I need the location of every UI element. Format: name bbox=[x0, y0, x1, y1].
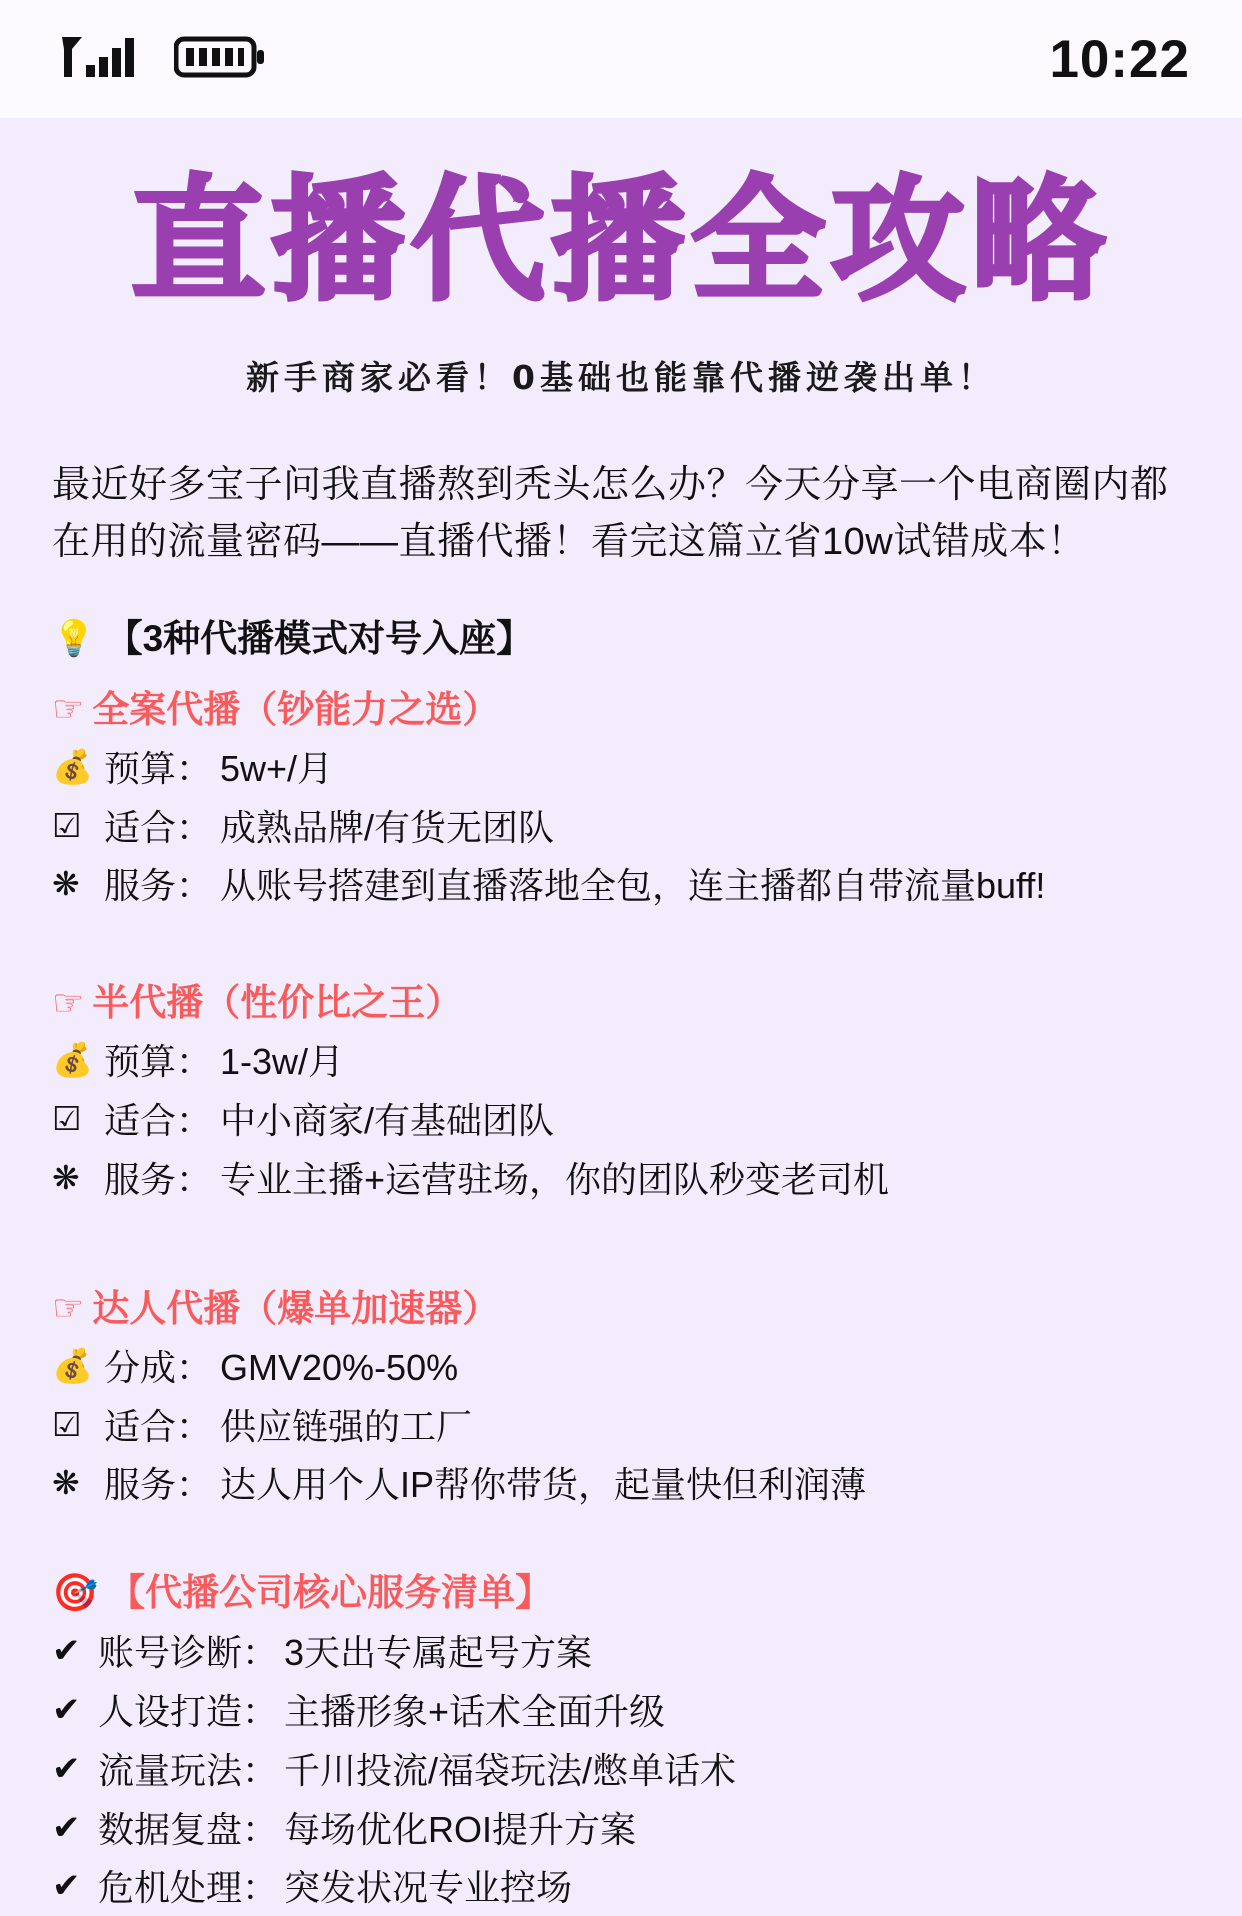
mode-row-share bbox=[52, 1341, 1190, 1396]
service-item bbox=[52, 1625, 1190, 1681]
pointing-hand-icon: ☞ bbox=[52, 1287, 85, 1329]
service-label: 数据复盘： bbox=[98, 1808, 279, 1850]
service-label: 账号诊断： bbox=[98, 1632, 279, 1674]
mode-title-label: 全案代播（钞能力之选） bbox=[92, 688, 500, 730]
row-value: 5w+/月 bbox=[220, 747, 334, 789]
money-bag-icon: 💰 bbox=[52, 1041, 94, 1079]
row-value: 1-3w/月 bbox=[220, 1041, 345, 1083]
mode-row-fit bbox=[52, 1094, 1190, 1149]
mode-title-label: 达人代播（爆单加速器） bbox=[92, 1287, 500, 1329]
status-bar bbox=[0, 0, 1242, 118]
check-box-icon: ☑ bbox=[52, 1405, 82, 1443]
signal-bars-icon bbox=[60, 31, 140, 88]
row-value: 达人用个人IP帮你带货，起量快但利润薄 bbox=[220, 1464, 867, 1506]
check-box-icon: ☑ bbox=[52, 1100, 82, 1138]
battery-full-icon bbox=[174, 34, 266, 85]
service-value: 千川投流/福袋玩法/憋单话术 bbox=[284, 1749, 737, 1791]
modes-heading bbox=[52, 611, 1190, 667]
check-icon: ✔ bbox=[52, 1808, 81, 1847]
pointing-hand-icon: ☞ bbox=[52, 688, 85, 730]
row-value: GMV20%-50% bbox=[220, 1346, 459, 1388]
check-icon: ✔ bbox=[52, 1632, 81, 1671]
row-label: 适合： bbox=[104, 1100, 213, 1142]
service-value: 突发状况专业控场 bbox=[284, 1867, 573, 1909]
row-value: 成熟品牌/有货无团队 bbox=[220, 806, 555, 848]
row-label: 适合： bbox=[104, 806, 213, 848]
status-bar-left bbox=[60, 31, 266, 88]
mode-block bbox=[52, 974, 1190, 1208]
money-bag-icon: 💰 bbox=[52, 747, 94, 785]
check-icon: ✔ bbox=[52, 1749, 81, 1788]
modes-section bbox=[52, 611, 1190, 1513]
sparkle-icon: ❋ bbox=[52, 1464, 80, 1502]
page-title: 直播代播全攻略 bbox=[130, 163, 1111, 319]
mode-title bbox=[52, 681, 1190, 738]
service-item bbox=[52, 1684, 1190, 1740]
row-label: 适合： bbox=[104, 1405, 213, 1447]
check-icon: ✔ bbox=[52, 1867, 81, 1906]
mode-row-service bbox=[52, 1153, 1190, 1208]
row-value: 专业主播+运营驻场，你的团队秒变老司机 bbox=[220, 1158, 890, 1200]
target-icon: 🎯 bbox=[52, 1572, 99, 1614]
services-section bbox=[52, 1563, 1190, 1916]
sparkle-icon: ❋ bbox=[52, 1158, 80, 1196]
mode-block bbox=[52, 681, 1190, 915]
row-label: 服务： bbox=[104, 1464, 213, 1506]
service-value: 每场优化ROI提升方案 bbox=[284, 1808, 637, 1850]
mode-title-label: 半代播（性价比之王） bbox=[92, 982, 463, 1024]
mode-row-budget bbox=[52, 742, 1190, 797]
row-value: 中小商家/有基础团队 bbox=[220, 1100, 555, 1142]
row-label: 预算： bbox=[104, 747, 213, 789]
row-label: 服务： bbox=[104, 865, 213, 907]
service-value: 3天出专属起号方案 bbox=[284, 1632, 593, 1674]
services-heading-label: 【代播公司核心服务清单】 bbox=[108, 1572, 553, 1614]
pointing-hand-icon: ☞ bbox=[52, 981, 85, 1023]
service-item bbox=[52, 1860, 1190, 1916]
page-subtitle: 新手商家必看！0基础也能靠代播逆袭出单！ bbox=[246, 358, 996, 398]
mode-row-budget bbox=[52, 1035, 1190, 1090]
mode-row-fit bbox=[52, 1400, 1190, 1455]
check-icon: ✔ bbox=[52, 1691, 81, 1730]
status-bar-clock: 10:22 bbox=[1049, 29, 1190, 89]
poster-body bbox=[0, 118, 1242, 1909]
service-item bbox=[52, 1743, 1190, 1799]
service-value: 主播形象+话术全面升级 bbox=[284, 1691, 666, 1733]
service-label: 人设打造： bbox=[98, 1691, 279, 1733]
mode-row-fit bbox=[52, 801, 1190, 856]
modes-heading-label: 【3种代播模式对号入座】 bbox=[105, 618, 534, 660]
mode-row-service bbox=[52, 859, 1190, 914]
sparkle-icon: ❋ bbox=[52, 865, 80, 903]
row-value: 从账号搭建到直播落地全包，连主播都自带流量buff! bbox=[220, 865, 1046, 907]
mode-row-service bbox=[52, 1458, 1190, 1513]
service-label: 流量玩法： bbox=[98, 1749, 279, 1791]
lightbulb-icon: 💡 bbox=[52, 618, 96, 658]
intro-paragraph: 最近好多宝子问我直播熬到秃头怎么办？今天分享一个电商圈内都在用的流量密码——直播代播！看完这篇立省10w试错成本！ bbox=[52, 464, 1169, 564]
row-label: 服务： bbox=[104, 1158, 213, 1200]
row-value: 供应链强的工厂 bbox=[220, 1405, 473, 1447]
title-section bbox=[52, 118, 1190, 318]
service-label: 危机处理： bbox=[98, 1867, 279, 1909]
mode-block bbox=[52, 1280, 1190, 1514]
row-label: 分成： bbox=[104, 1346, 213, 1388]
money-bag-icon: 💰 bbox=[52, 1346, 94, 1384]
mode-title bbox=[52, 974, 1190, 1031]
row-label: 预算： bbox=[104, 1041, 213, 1083]
service-item bbox=[52, 1802, 1190, 1858]
mode-title bbox=[52, 1280, 1190, 1337]
check-box-icon: ☑ bbox=[52, 806, 82, 844]
services-heading bbox=[52, 1563, 1190, 1622]
